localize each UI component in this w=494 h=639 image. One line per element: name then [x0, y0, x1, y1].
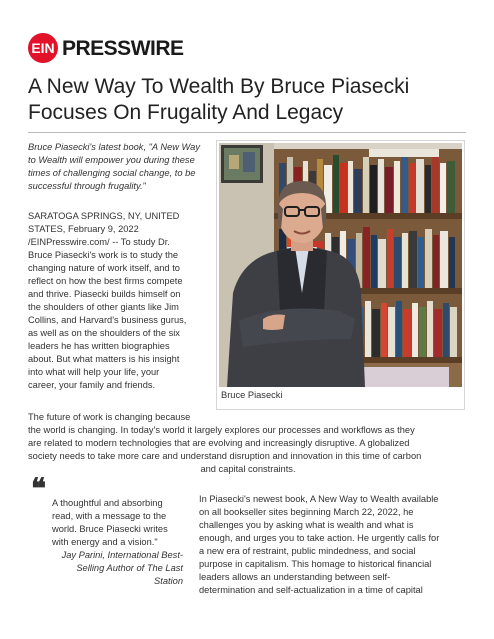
- attribution-line: Selling Author of The Last: [76, 563, 183, 573]
- body-line: changing nature of work itself, and to: [28, 263, 180, 273]
- body-line: The future of work is changing because: [28, 412, 191, 422]
- lead-line: times of challenging social change, to be: [28, 168, 196, 178]
- lead-line: successful through frugality.": [28, 181, 146, 191]
- einpresswire-logo[interactable]: [27, 32, 197, 64]
- quote-line: A thoughtful and absorbing: [52, 498, 163, 508]
- title-line: A New Way To Wealth By Bruce Piasecki: [28, 75, 410, 98]
- author-photo: [219, 143, 462, 387]
- body-line: In Piasecki's newest book, A New Way to Wealth available: [199, 494, 439, 504]
- logo-mark: [27, 32, 197, 64]
- body-line: as well as on the shoulders of the six: [28, 328, 180, 338]
- body-line: society needs to take more care and understand disruption and innovation in this time of carbon: [28, 451, 422, 461]
- title-line: Focuses On Frugality And Legacy: [28, 101, 344, 124]
- svg-text:EIN: EIN: [31, 40, 55, 56]
- body-line: /EINPresswire.com/ -- To study Dr.: [28, 237, 170, 247]
- quote-line: with energy and a vision.": [52, 537, 158, 547]
- article-lead: [28, 141, 214, 193]
- body-line: and capital constraints.: [200, 464, 296, 474]
- body-line: are related to modern technologies that are evolving and increasingly disruptive. A globalized: [28, 438, 410, 448]
- quote-line: read, with a message to the: [52, 511, 167, 521]
- article-body-wide: [28, 411, 468, 476]
- attribution-line: Station: [154, 576, 183, 586]
- body-line: the shoulders of other giants like Jim: [28, 302, 179, 312]
- quote-attribution: [52, 549, 183, 588]
- body-line: on all bookseller sites beginning March 22, 2022, he: [199, 507, 414, 517]
- body-line: enough, and urges you to take action. He urgently calls for: [199, 533, 440, 543]
- article-body-right: [199, 493, 465, 597]
- lead-line: to Wealth will empower you during these: [28, 155, 195, 165]
- body-line: career, your family and friends.: [28, 380, 156, 390]
- body-line: reflect on how the best firms compete: [28, 276, 183, 286]
- body-line: purpose in capitalism. This homage to historical financial: [199, 559, 432, 569]
- body-line: into what will help your life, your: [28, 367, 160, 377]
- body-line: and thrive. Piasecki builds himself on: [28, 289, 181, 299]
- body-line: STATES, February 9, 2022: [28, 224, 139, 234]
- quote-line: world. Bruce Piasecki writes: [52, 524, 168, 534]
- body-line: Collins, and Harvard's business gurus,: [28, 315, 187, 325]
- body-line: a new era of restraint, public mindedness, and social: [199, 546, 416, 556]
- article-title: [28, 74, 468, 126]
- author-photo-figure: [216, 140, 465, 410]
- body-line: challenges you by asking what is wealth and what is: [199, 520, 414, 530]
- attribution-line: Jay Parini, International Best-: [61, 550, 183, 560]
- lead-line: Bruce Piasecki's latest book, "A New Way: [28, 142, 200, 152]
- body-line: Bruce Piasecki's work is to study the: [28, 250, 179, 260]
- svg-text:PRESSWIRE: PRESSWIRE: [62, 37, 184, 60]
- body-line: leaders allows an understanding between self-: [199, 572, 391, 582]
- quote-mark-icon: ❝: [31, 472, 47, 505]
- body-line: determination and self-actualization in a time of capital: [199, 585, 423, 595]
- body-line: about. But what matters is his insight: [28, 354, 180, 364]
- pull-quote: [52, 497, 192, 549]
- body-line: the world is changing. In today's world it largely explores our processes and workflows as they: [28, 425, 415, 435]
- article-body-left: [28, 210, 214, 392]
- body-line: leaders he has written biographies: [28, 341, 170, 351]
- body-line: SARATOGA SPRINGS, NY, UNITED: [28, 211, 180, 221]
- title-divider: [28, 132, 466, 133]
- photo-caption: Bruce Piasecki: [221, 390, 283, 400]
